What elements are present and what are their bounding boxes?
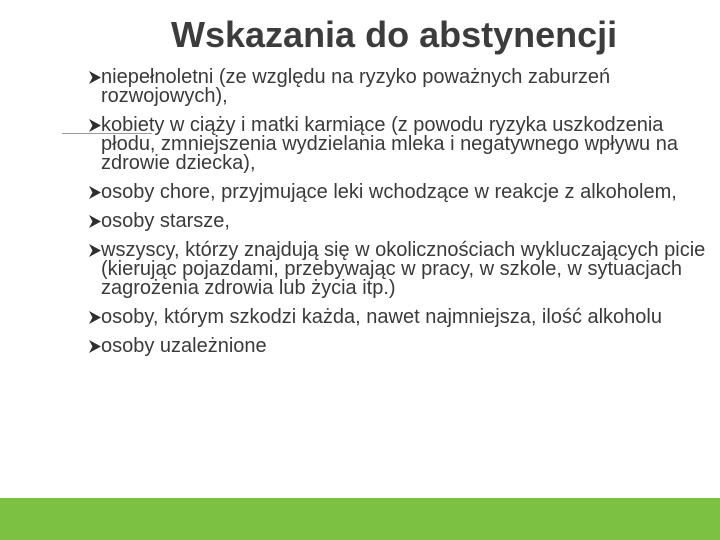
arrow-bullet-icon: [86, 241, 104, 260]
list-item: [92, 212, 712, 231]
bullet-list: [92, 68, 712, 356]
list-item: [92, 241, 712, 298]
arrow-bullet-icon: [86, 68, 104, 87]
arrow-bullet-icon: [86, 183, 104, 202]
list-item-text: wszyscy, którzy znajdują się w okolicznościach wykluczających picie (kierując pojazdami, przebywając w pracy, w szkole, w sytuacjach zagrożenia zdrowia lub życia itp.): [101, 239, 706, 299]
arrow-bullet-icon: [86, 308, 104, 327]
arrow-bullet-icon: [86, 116, 104, 135]
list-item: [92, 183, 712, 202]
list-item: [92, 337, 712, 356]
slide-title: Wskazania do abstynencji: [171, 14, 618, 55]
accent-bar: [0, 498, 720, 540]
arrow-bullet-icon: [86, 337, 104, 356]
list-item-text: osoby, którym szkodzi każda, nawet najmniejsza, ilość alkoholu: [101, 306, 662, 328]
list-item-text: niepełnoletni (ze względu na ryzyko poważnych zaburzeń rozwojowych),: [101, 66, 611, 107]
list-item-text: osoby uzależnione: [101, 335, 267, 357]
arrow-bullet-icon: [86, 212, 104, 231]
list-item: [92, 116, 712, 173]
list-item-text: osoby chore, przyjmujące leki wchodzące w reakcje z alkoholem,: [101, 181, 677, 203]
list-item: [92, 68, 712, 106]
list-item: [92, 308, 712, 327]
list-item-text: osoby starsze,: [101, 210, 230, 232]
list-item-text: kobiety w ciąży i matki karmiące (z powodu ryzyka uszkodzenia płodu, zmniejszenia wydzielania mleka i negatywnego wpływu na zdrowie dziecka),: [101, 114, 678, 174]
